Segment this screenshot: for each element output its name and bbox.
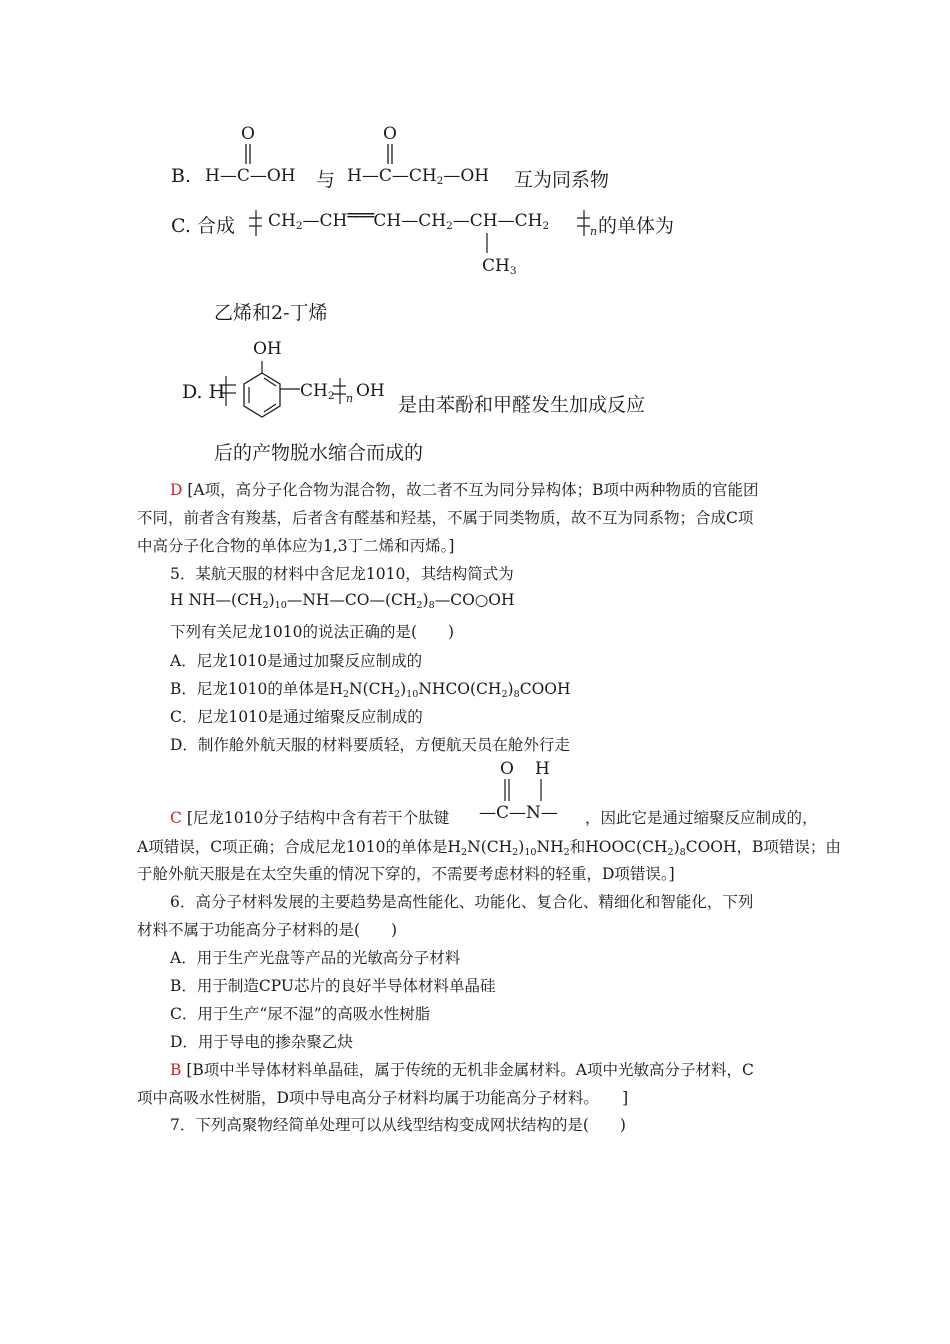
q5-stem: 5．某航天服的材料中含尼龙1010，其结构简式为 [170,565,514,583]
phenol-resin-tail-oh: OH [356,381,385,401]
glycolaldehyde-carbonyl-o: O [383,124,397,144]
answer-5-line2: A项错误，C项正确；合成尼龙1010的单体是$H_2N(CH_2)_{10}NH_2$和$HOOC(CH_2)_8COOH$，B项错误；由 [137,838,841,858]
phenol-resin-structure [218,358,313,428]
polymer-left-bracket [247,208,263,238]
q5-option-a: A．尼龙1010是通过加聚反应制成的 [170,652,423,670]
phenol-oh: OH [253,339,282,359]
answer-5-line3: 于舱外航天服是在太空失重的情况下穿的，不需要考虑材料的轻重，D项错误。] [137,865,675,883]
q5-option-b: B．尼龙1010的单体是$H_2N(CH_2)_{10}NHCO(CH_2)_8COOH$ [170,680,571,700]
peptide-bond-h: H [535,759,550,779]
answer-6-letter: B [170,1061,182,1079]
answer-4-letter: D [170,481,183,499]
q6-option-d: D．用于导电的掺杂聚乙炔 [170,1033,353,1051]
option-b-suffix: 互为同系物 [514,169,610,191]
polymer-chain: $CH_2—CH═══CH—CH_2—CH—CH_2$ [268,206,550,233]
nylon-formula: H $NH—(CH_2)_{10}—NH—CO—(CH_2)_8—CO○OH$ [170,591,515,611]
formic-acid-formula: H—C—OH [205,166,296,186]
q5-option-c: C．尼龙1010是通过缩聚反应制成的 [170,708,423,726]
option-c-suffix: 的单体为 [598,215,675,237]
peptide-bond-lines [501,779,546,803]
answer-4-line3: 中高分子化合物的单体应为1,3丁二烯和丙烯。] [137,537,455,555]
glycolaldehyde-double-bond [385,144,395,166]
peptide-bond-o: O [500,759,514,779]
q6-line1: 6．高分子材料发展的主要趋势是高性能化、功能化、复合化、精细化和智能化，下列 [170,893,754,911]
option-b-label: B. [171,165,192,187]
q6-option-a: A．用于生产光盘等产品的光敏高分子材料 [170,949,461,967]
methylene-link: $CH_2$ [300,381,335,403]
answer-5-line1-post: ，因此它是通过缩聚反应制成的， [585,809,818,827]
option-d-suffix: 是由苯酚和甲醛发生加成反应 [398,394,646,416]
methyl-branch: $CH_3$ [482,256,517,278]
answer-5-letter: C [170,809,182,827]
glycolaldehyde-formula: $H—C—CH_2—OH$ [347,166,490,188]
option-c-prefix: C. 合成 [171,215,235,237]
peptide-bond-chain: —C—N— [479,803,558,823]
formic-acid-double-bond [243,144,253,166]
option-d-prefix: D. H [182,381,226,403]
polymer-n-subscript: n [590,225,598,238]
formic-acid-carbonyl-o: O [241,124,255,144]
q6-line2: 材料不属于功能高分子材料的是( ) [137,921,398,939]
answer-6-line2: 项中高吸水性树脂，D项中导电高分子材料均属于功能高分子材料。 ] [137,1089,629,1107]
answer-4-line2: 不同，前者含有羧基，后者含有醛基和羟基，不属于同类物质，故不互为同系物；合成C项 [137,509,754,527]
option-c-line2: 乙烯和2-丁烯 [214,302,328,324]
answer-6-line1: B [B项中半导体材料单晶硅，属于传统的无机非金属材料。A项中光敏高分子材料，C [170,1061,754,1079]
methyl-branch-bond [485,233,489,255]
answer-4: D [A项，高分子化合物为混合物，故二者不互为同分异构体；B项中两种物质的官能团 [170,481,759,499]
q7-line1: 7．下列高聚物经简单处理可以从线型结构变成网状结构的是( ) [170,1116,626,1134]
phenol-resin-n: n [346,392,354,405]
q5-ask: 下列有关尼龙1010的说法正确的是( ) [170,623,455,641]
q6-option-b: B．用于制造CPU芯片的良好半导体材料单晶硅 [170,977,496,995]
option-d-line2: 后的产物脱水缩合而成的 [214,442,424,464]
q5-option-d: D．制作舱外航天服的材料要质轻，方便航天员在舱外行走 [170,736,570,754]
q6-option-c: C．用于生产“尿不湿”的高吸水性树脂 [170,1005,431,1023]
option-b-conjunction: 与 [316,169,336,191]
answer-5-line1: C [尼龙1010分子结构中含有若干个肽键 [170,809,450,827]
